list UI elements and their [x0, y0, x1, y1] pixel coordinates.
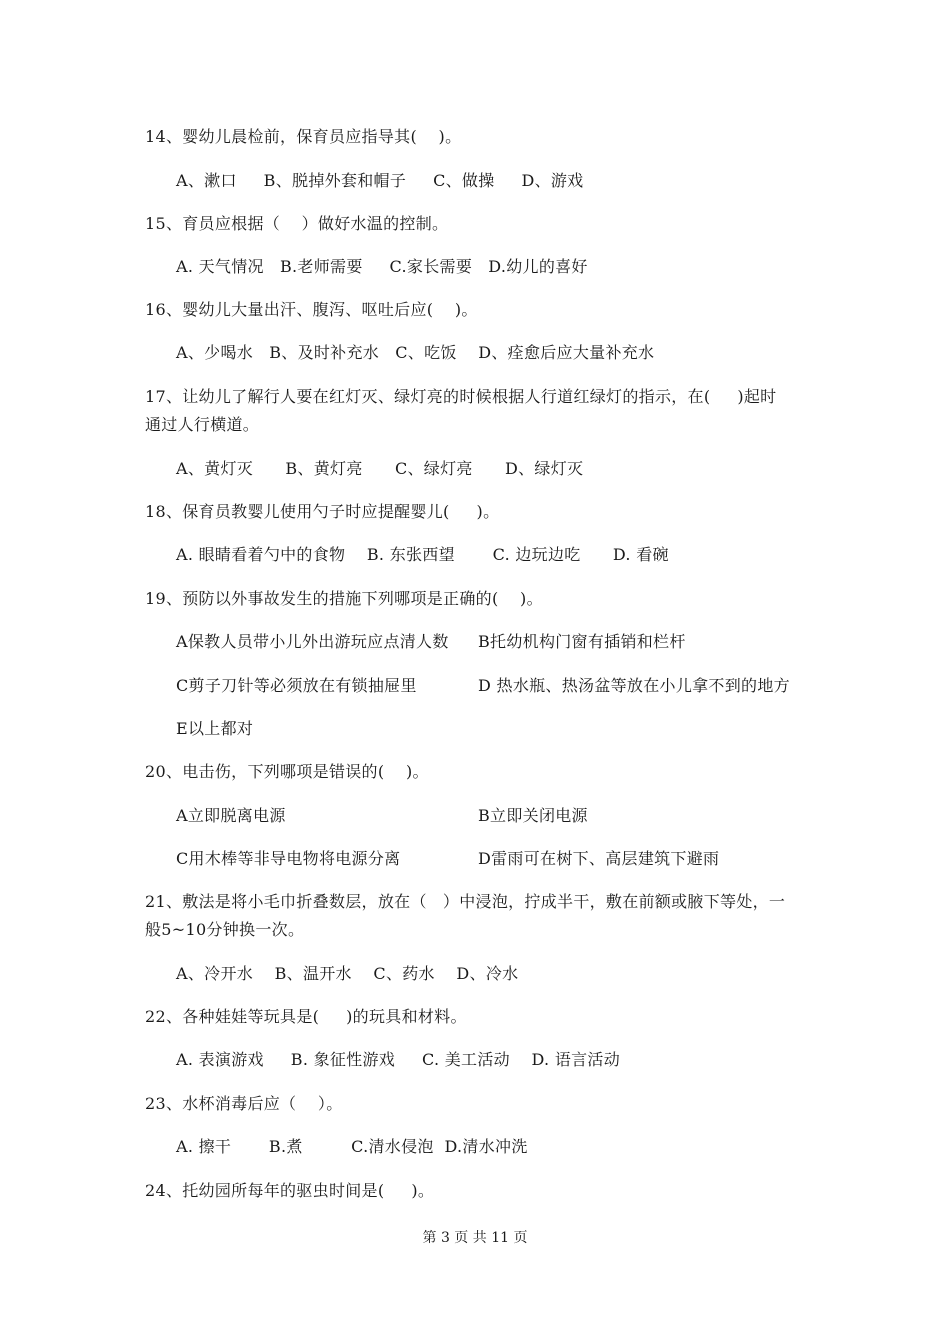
question-16-stem: 16、婴幼儿大量出汗、腹泻、呕吐后应( )。	[145, 300, 478, 319]
question-23-options: A. 擦干 B.煮 C.清水侵泡 D.清水冲洗	[176, 1137, 528, 1156]
page-indicator: 第 3 页 共 11 页	[422, 1230, 528, 1246]
question-19-option-b: B托幼机构门窗有插销和栏杆	[478, 632, 686, 651]
question-20-stem: 20、电击伤，下列哪项是错误的( )。	[145, 762, 429, 781]
question-19-stem: 19、预防以外事故发生的措施下列哪项是正确的( )。	[145, 589, 543, 608]
question-19-option-a: A保教人员带小儿外出游玩应点清人数	[176, 632, 449, 651]
question-15-stem: 15、育员应根据（ ）做好水温的控制。	[145, 214, 449, 233]
question-19-option-d: D 热水瓶、热汤盆等放在小儿拿不到的地方	[478, 676, 790, 695]
question-14-stem: 14、婴幼儿晨检前，保育员应指导其( )。	[145, 127, 462, 146]
question-24-stem: 24、托幼园所每年的驱虫时间是( )。	[145, 1181, 435, 1200]
question-21-stem-line2: 般5~10分钟换一次。	[145, 920, 305, 939]
question-17-options: A、黄灯灭 B、黄灯亮 C、绿灯亮 D、绿灯灭	[176, 459, 584, 478]
question-21-options: A、冷开水 B、温开水 C、药水 D、冷水	[176, 964, 519, 983]
question-22-options: A. 表演游戏 B. 象征性游戏 C. 美工活动 D. 语言活动	[176, 1050, 621, 1069]
question-20-option-a: A立即脱离电源	[176, 806, 286, 825]
question-21-stem-line1: 21、敷法是将小毛巾折叠数层，放在（ ）中浸泡，拧成半干，敷在前额或腋下等处，一	[145, 892, 786, 911]
question-16-options: A、少喝水 B、及时补充水 C、吃饭 D、痊愈后应大量补充水	[176, 343, 655, 362]
question-20-option-b: B立即关闭电源	[478, 806, 588, 825]
question-18-options: A. 眼睛看着勺中的食物 B. 东张西望 C. 边玩边吃 D. 看碗	[176, 545, 669, 564]
question-19-option-e: E以上都对	[176, 719, 254, 738]
question-19-option-c: C剪子刀针等必须放在有锁抽屉里	[176, 676, 417, 695]
question-20-option-d: D雷雨可在树下、高层建筑下避雨	[478, 849, 720, 868]
question-14-options: A、漱口 B、脱掉外套和帽子 C、做操 D、游戏	[176, 171, 584, 190]
question-15-options: A. 天气情况 B.老师需要 C.家长需要 D.幼儿的喜好	[176, 257, 588, 276]
question-20-option-c: C用木棒等非导电物将电源分离	[176, 849, 401, 868]
question-17-stem-line2: 通过人行横道。	[145, 415, 260, 434]
question-18-stem: 18、保育员教婴儿使用勺子时应提醒婴儿( )。	[145, 502, 500, 521]
question-22-stem: 22、各种娃娃等玩具是( )的玩具和材料。	[145, 1007, 467, 1026]
question-17-stem-line1: 17、让幼儿了解行人要在红灯灭、绿灯亮的时候根据人行道红绿灯的指示，在( )起时	[145, 387, 777, 406]
question-23-stem: 23、水杯消毒后应（ ）。	[145, 1094, 343, 1113]
